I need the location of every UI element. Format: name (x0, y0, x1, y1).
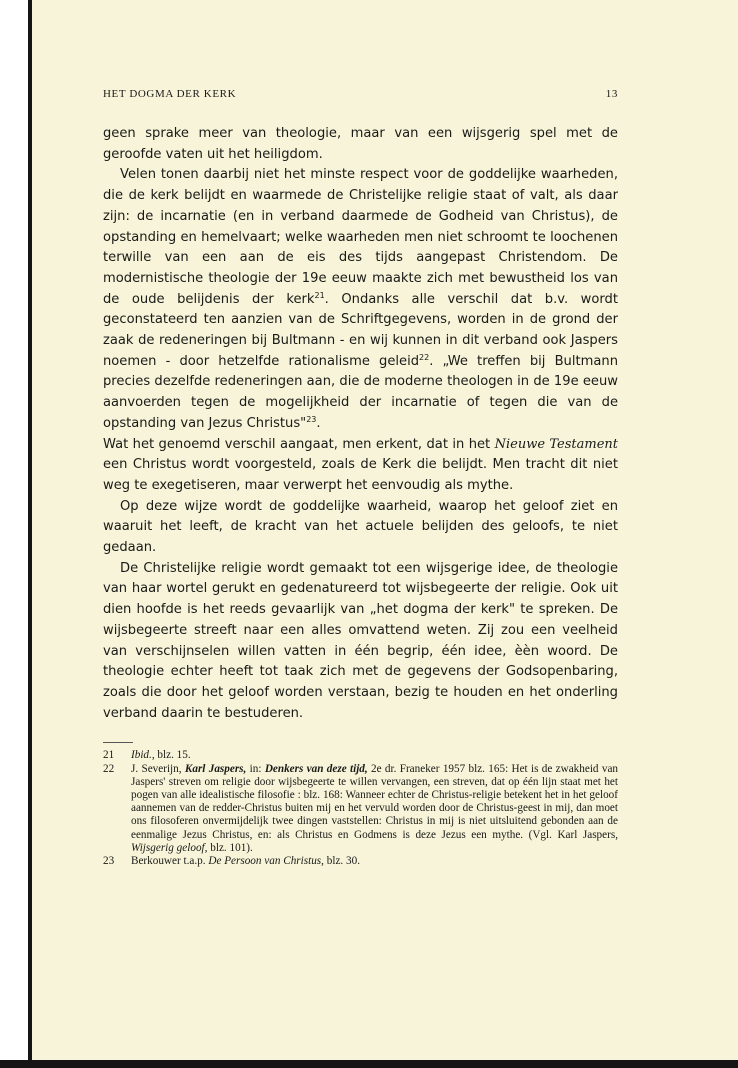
footnote-ref-23: 23 (306, 414, 317, 424)
footnote-text (131, 763, 618, 855)
scan-bottom-edge (0, 1060, 738, 1068)
footnote-22-body: 2e dr. Franeker 1957 blz. 165: Het is de zwakheid van Jaspers' streven om religie door wijsbegeerte te willen vervangen, een streven, dat op één lijn staat met het pogen van alle idealistische filosofie : blz. 168: Wanneer echter de Christus-religie betekent het in het geloof aannemen van de redder-Christus buiten mij en het vervuld worden door de Christus-geest in mij, dan moet ons filosoferen onvermijdelijk twee dingen vaststellen: Christus in mij is niet uitsluitend gebonden aan de eenmalige Jezus Christus, en: als Christus en Godmens is deze Jezus een mythe. (Vgl. Karl Jaspers, (131, 762, 619, 841)
footnote-divider (103, 742, 133, 743)
paragraph-2-part-d: . (316, 415, 321, 431)
scan-left-margin (0, 0, 32, 1068)
paragraph-3 (103, 435, 618, 497)
page-number: 13 (605, 88, 618, 100)
paragraph-5: De Christelijke religie wordt gemaakt tot een wijsgerige idee, de theologie van haar wortel gerukt en gedenatureerd tot wijsbegeerte der religie. Ook uit dien hoofde is het reeds gevaarlijk van „het dogma der kerk" te spreken. De wijsbegeerte streeft naar een alles omvattend weten. Zij zou een veelheid van verschijnselen willen vatten in één begrip, één idee, èèn woord. De theologie echter heeft tot taak zich met de gegevens der Godsopenbaring, zoals die door het geloof worden verstaan, bezig te houden en het onderling verband daarin te bestuderen. (103, 560, 618, 721)
footnote-23-work-italic: De Persoon van Christus, (208, 855, 324, 868)
footnote-23-author: Berkouwer t.a.p. (131, 855, 209, 868)
footnote-22-author: J. Severijn, (131, 762, 185, 775)
ibid-italic: Ibid. (131, 749, 152, 762)
paragraph-2 (103, 165, 618, 434)
paragraph-2-part-b: . Ondanks alle verschil dat b.v. wordt geconstateerd ten aanzien van de Schriftgegevens, worden in de grond der zaak de redeneringen bij Bultmann - en wij kunnen in dit verband ook Jaspers noemen - door hetzelfde rationalisme geleid (103, 291, 618, 369)
nieuwe-testament-italic: Nieuwe Testament (494, 436, 619, 452)
footnote-22 (103, 763, 618, 855)
footnote-22-title-bold: Karl Jaspers, (184, 762, 247, 775)
footnote-text (131, 855, 618, 868)
footnote-number: 22 (103, 762, 115, 775)
main-text (103, 124, 618, 724)
paragraph-2-part-a: Velen tonen daarbij niet het minste respect voor de goddelijke waarheden, die de kerk belijdt en waarmede de Christelijke religie staat of valt, als daar zijn: de incarnatie (en in verband daarmede de Godheid van Christus), de opstanding en hemelvaart; welke waarheden men niet schroomt te loochenen terwille van een aan de eis des tijds aangepast Christendom. De modernistische theologie der 19e eeuw maakte zich met bewustheid los van de oude belijdenis der kerk (103, 167, 618, 307)
footnote-23-end: blz. 30. (323, 855, 361, 868)
footnote-23 (103, 855, 618, 868)
footnote-21 (103, 749, 618, 762)
footnote-ref-21: 21 (314, 290, 325, 300)
scan-edge-line (28, 0, 32, 1068)
footnote-22-work-italic: Wijsgerig geloof, (131, 841, 208, 854)
footnote-22-in: in: (246, 762, 265, 775)
footnote-ref-22: 22 (419, 352, 430, 362)
book-page (103, 88, 618, 868)
footnote-22-end: blz. 101). (207, 841, 253, 854)
footnotes (103, 749, 618, 868)
paragraph-1: geen sprake meer van theologie, maar van een wijsgerig spel met de geroofde vaten uit het heiligdom. (103, 126, 618, 162)
running-header (103, 88, 618, 110)
footnote-number: 21 (103, 749, 115, 762)
paragraph-3-part-b: een Christus wordt voorgesteld, zoals de Kerk die belijdt. Men tracht dit niet weg te exegetiseren, maar verwerpt het eenvoudig als mythe. (103, 457, 618, 493)
paragraph-4: Op deze wijze wordt de goddelijke waarheid, waarop het geloof ziet en waaruit het leeft, de kracht van het actuele belijden des geloofs, te niet gedaan. (103, 498, 618, 556)
footnote-21-text: , blz. 15. (151, 749, 191, 762)
footnote-text (131, 749, 618, 762)
paragraph-3-part-a: Wat het genoemd verschil aangaat, men erkent, dat in het (103, 436, 495, 452)
running-title: HET DOGMA DER KERK (103, 88, 237, 100)
footnote-number: 23 (103, 855, 115, 868)
paragraph-2-part-c: . „We treffen bij Bultmann precies dezelfde redeneringen aan, die de moderne theologen in de 19e eeuw aanvoerden tegen de mogelijkheid der incarnatie of tegen die van de opstanding van Jezus Christus" (103, 353, 618, 431)
footnote-22-book-bold: Denkers van deze tijd, (264, 762, 368, 775)
